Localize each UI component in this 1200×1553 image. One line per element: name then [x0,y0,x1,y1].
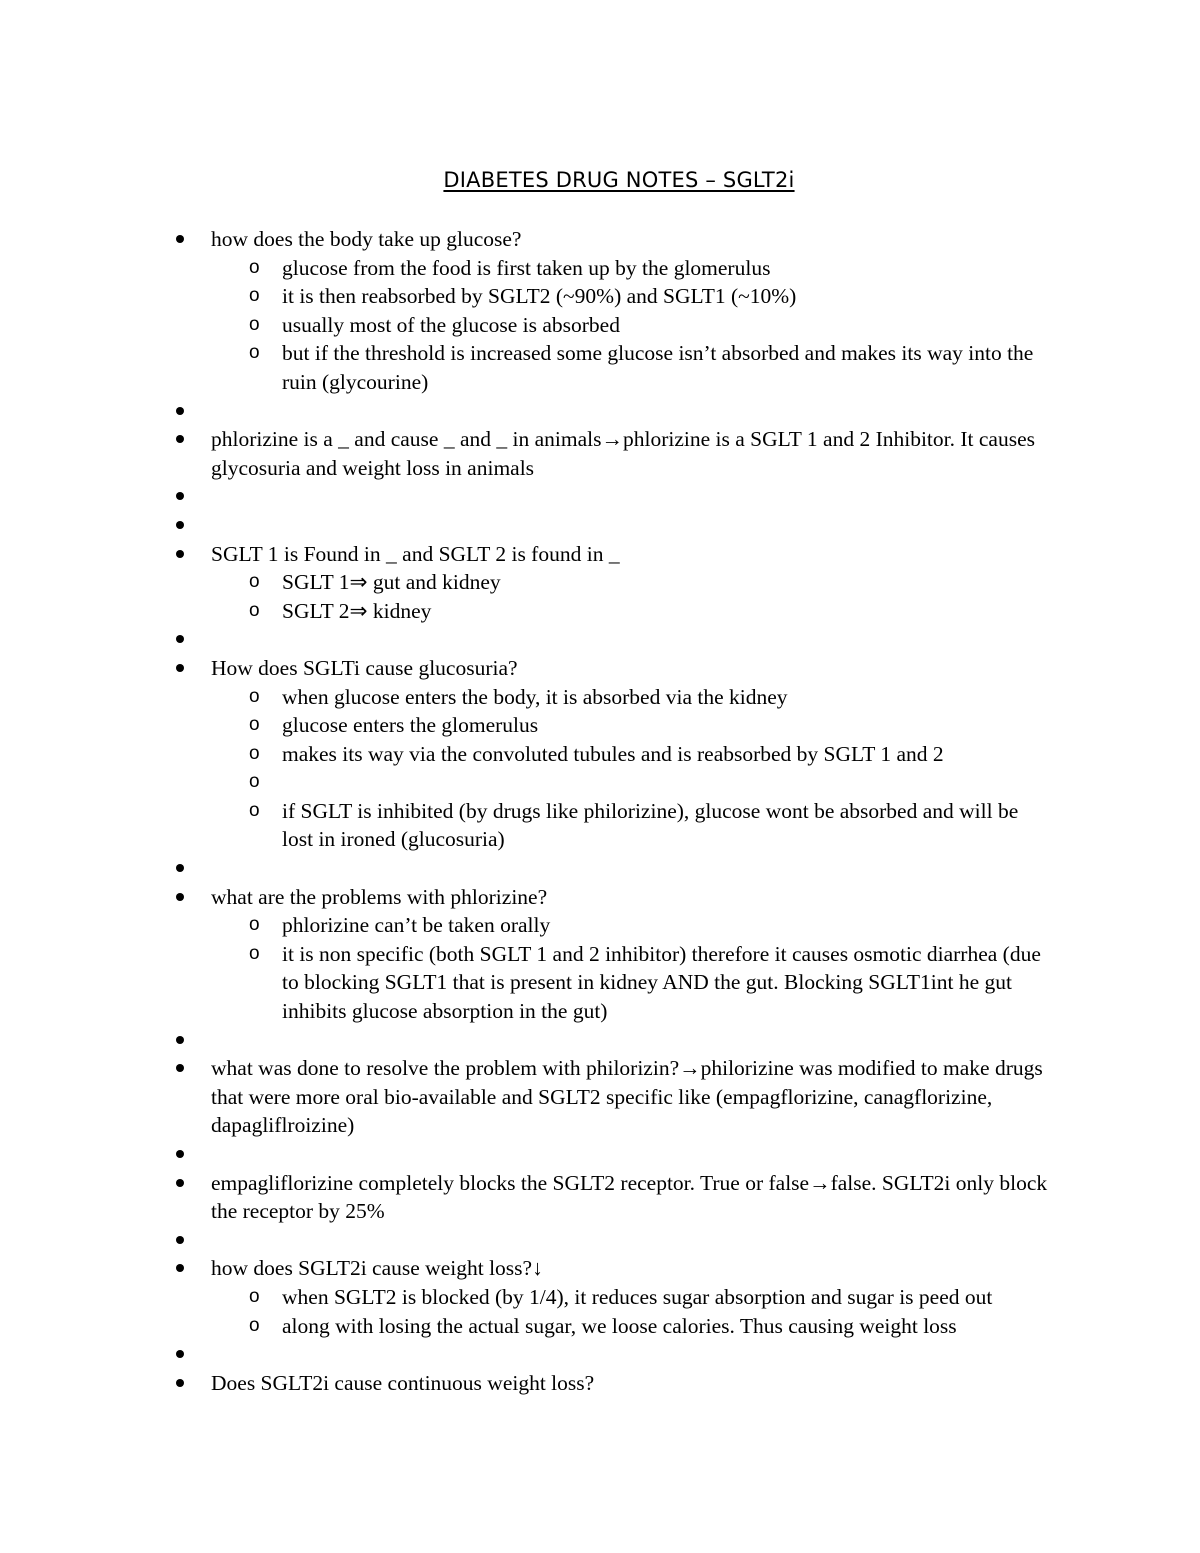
bullet-item [0,1226,1061,1255]
sub-item: o it is non specific (both SGLT 1 and 2 inhibitor) therefore it causes osmotic diarrhea (due to blocking SGLT1 that is present in kidney AND the gut. Blocking SGLT1int he gut inhibits glucose absorption in the gut) [282,940,1052,1026]
sub-item: o SGLT 1⇒ gut and kidney [282,568,1052,597]
notes-list [0,225,1200,1397]
bullet-item [0,1026,1061,1055]
sub-item: o phlorizine can’t be taken orally [282,911,1052,940]
sub-item: o glucose enters the glomerulus [282,711,1052,740]
bullet-item [0,482,1061,511]
bullet-item [0,1340,1061,1369]
bullet-text: SGLT 1 is Found in _ and SGLT 2 is found in _ [211,541,620,566]
bullet-item [0,397,1061,426]
bullet-item [0,854,1061,883]
bullet-item [0,225,1061,397]
sub-item: o if SGLT is inhibited (by drugs like philorizine), glucose wont be absorbed and will be lost in ironed (glucosuria) [282,797,1052,854]
bullet-text: how does SGLT2i cause weight loss?↓ [211,1256,543,1281]
sub-item: o along with losing the actual sugar, we loose calories. Thus causing weight loss [282,1312,1052,1341]
bullet-item [0,425,1061,482]
sub-item: o but if the threshold is increased some glucose isn’t absorbed and makes its way into the ruin (glycourine) [282,339,1052,396]
sub-list [211,911,1061,1025]
sub-item: o glucose from the food is first taken up by the glomerulus [282,254,1052,283]
bullet-text: Does SGLT2i cause continuous weight loss? [211,1370,595,1395]
sub-item: o SGLT 2⇒ kidney [282,597,1052,626]
sub-item: o when SGLT2 is blocked (by 1/4), it reduces sugar absorption and sugar is peed out [282,1283,1052,1312]
sub-item: o it is then reabsorbed by SGLT2 (~90%) and SGLT1 (~10%) [282,282,1052,311]
bullet-text: phlorizine is a _ and cause _ and _ in animals→phlorizine is a SGLT 1 and 2 Inhibitor. It causes glycosuria and weight loss in animals [211,427,1036,480]
sub-list [211,1283,1061,1340]
bullet-item [0,1169,1061,1226]
bullet-item [0,511,1061,540]
bullet-item [0,540,1061,626]
sub-list [211,254,1061,397]
sub-list [211,683,1061,855]
bullet-item [0,1140,1061,1169]
sub-item: o when glucose enters the body, it is absorbed via the kidney [282,683,1052,712]
bullet-text: how does the body take up glucose? [211,227,522,251]
bullet-item [0,1369,1061,1398]
bullet-item [0,654,1061,854]
sub-list [211,568,1061,625]
page-title: DIABETES DRUG NOTES – SGLT2i [443,168,795,192]
bullet-text: what was done to resolve the problem with philorizin?→philorizine was modified to make drugs that were more oral bio-available and SGLT2 specific like (empagflorizine, canagflorizine, dapagliflroizine) [211,1056,1043,1138]
bullet-text: empagliflorizine completely blocks the SGLT2 receptor. True or false→false. SGLT2i only block the receptor by 25% [211,1170,1048,1224]
sub-item: o makes its way via the convoluted tubules and is reabsorbed by SGLT 1 and 2 [282,740,1052,769]
sub-item: o usually most of the glucose is absorbed [282,311,1052,340]
bullet-item [0,1254,1061,1340]
bullet-item [0,883,1061,1026]
bullet-text: How does SGLTi cause glucosuria? [211,655,518,680]
sub-item [282,768,1052,797]
bullet-item [0,1054,1061,1140]
bullet-item [0,625,1061,654]
bullet-text: what are the problems with phlorizine? [211,884,548,909]
